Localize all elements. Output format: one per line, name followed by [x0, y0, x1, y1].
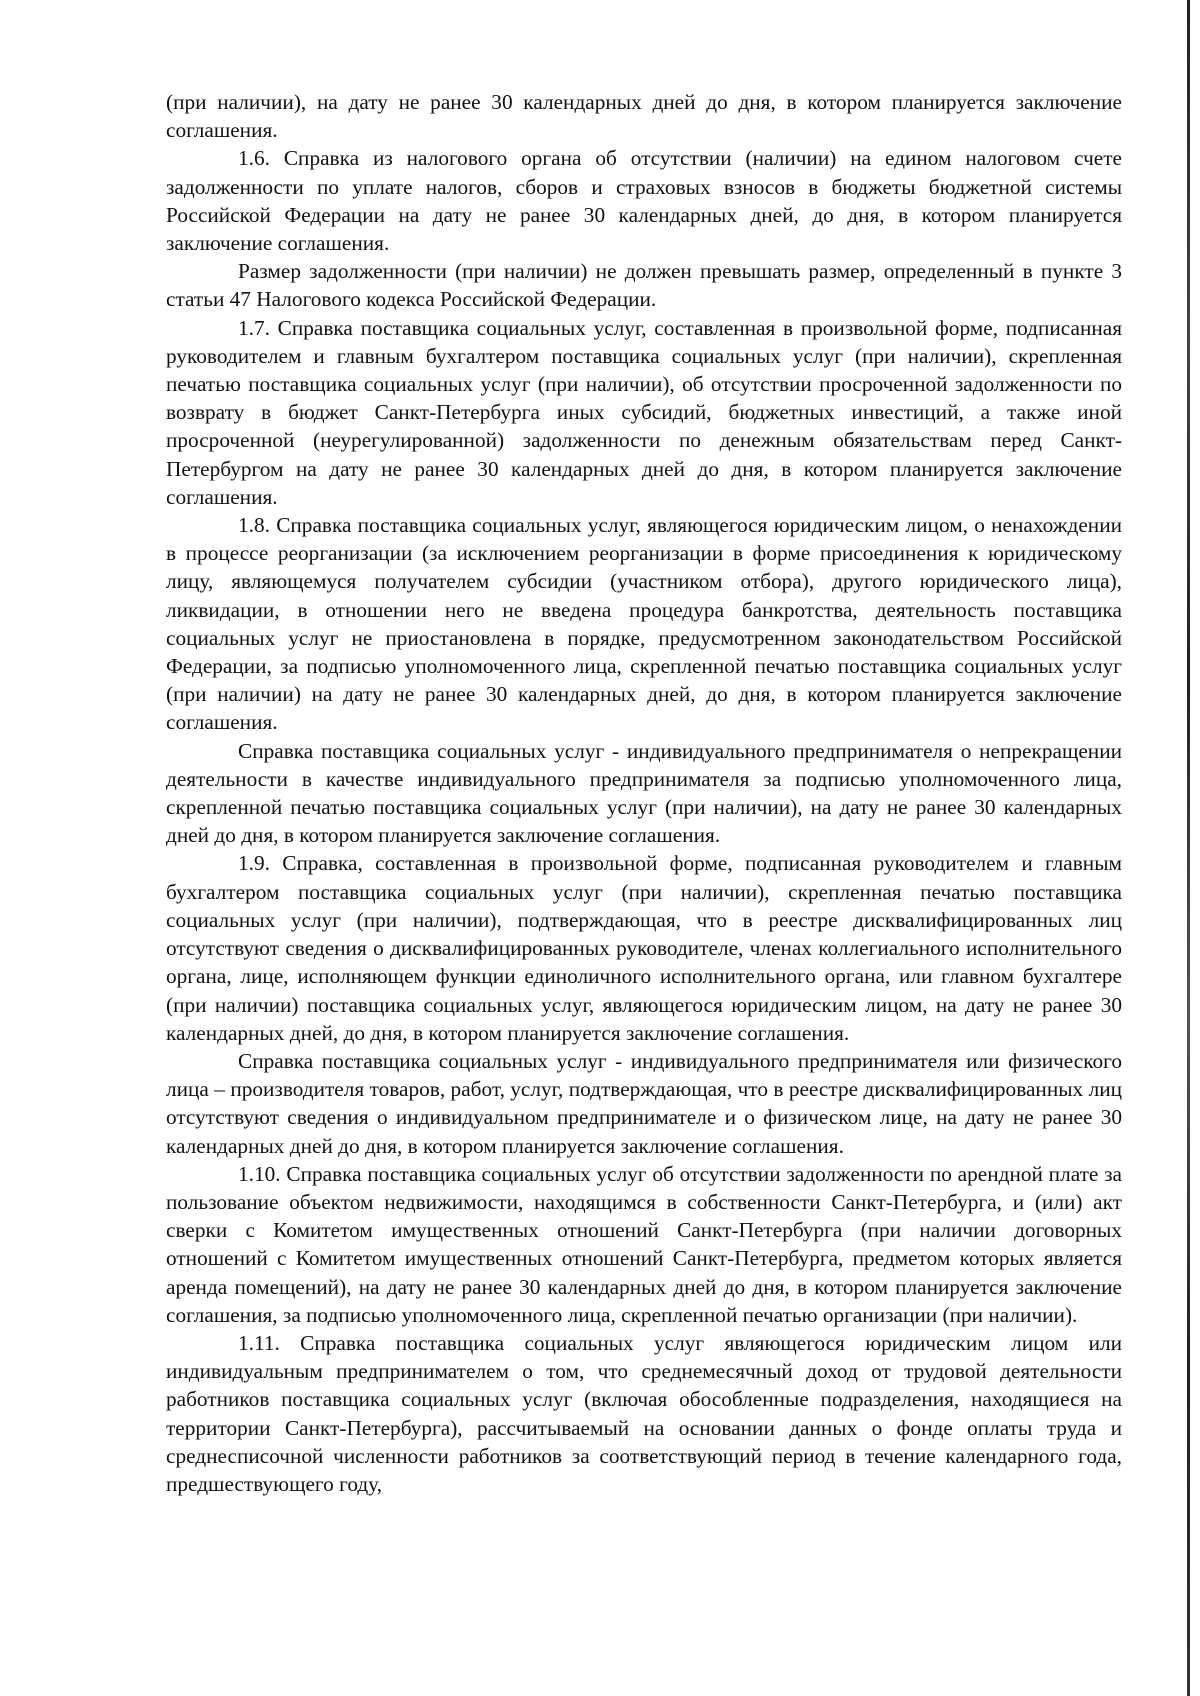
paragraph-1-11: 1.11. Справка поставщика социальных услуг являющегося юридическим лицом или индивидуальным предпринимателем о том, что среднемесячный доход от трудовой деятельности работников поставщика социальных услуг (включая обособленные подразделения, находящиеся на территории Санкт-Петербурга), рассчитываемый на основании данных о фонде оплаты труда и среднесписочной численности работников за соответствующий период в течение календарного года, предшествующего году,	[166, 1330, 1122, 1496]
paragraph-continuation: (при наличии), на дату не ранее 30 календарных дней до дня, в котором планируется заключение соглашения.	[166, 90, 1122, 143]
paragraph-1-6: 1.6. Справка из налогового органа об отсутствии (наличии) на едином налоговом счете задолженности по уплате налогов, сборов и страховых взносов в бюджеты бюджетной системы Российской Федерации на дату не ранее 30 календарных дней, до дня, в котором планируется заключение соглашения.	[166, 146, 1122, 256]
paragraph-1-6-debt-limit: Размер задолженности (при наличии) не должен превышать размер, определенный в пункте 3 статьи 47 Налогового кодекса Российской Федерации.	[166, 259, 1122, 312]
paragraph-1-9: 1.9. Справка, составленная в произвольной форме, подписанная руководителем и главным бухгалтером поставщика социальных услуг (при наличии), скрепленная печатью поставщика социальных услуг (при наличии), подтверждающая, что в реестре дисквалифицированных лиц отсутствуют сведения о дисквалифицированных руководителе, членах коллегиального исполнительного органа, лице, исполняющем функции единоличного исполнительного органа, или главном бухгалтере (при наличии) поставщика социальных услуг, являющегося юридическим лицом, на дату не ранее 30 календарных дней, до дня, в котором планируется заключение соглашения.	[166, 851, 1122, 1045]
paragraph-1-10: 1.10. Справка поставщика социальных услуг об отсутствии задолженности по арендной плате за пользование объектом недвижимости, находящимся в собственности Санкт-Петербурга, и (или) акт сверки с Комитетом имущественных отношений Санкт-Петербурга (при наличии договорных отношений с Комитетом имущественных отношений Санкт-Петербурга, предметом которых является аренда помещений), на дату не ранее 30 календарных дней до дня, в котором планируется заключение соглашения, за подписью уполномоченного лица, скрепленной печатью организации (при наличии).	[166, 1161, 1122, 1327]
document-body	[166, 88, 1122, 1498]
paragraph-1-8: 1.8. Справка поставщика социальных услуг, являющегося юридическим лицом, о ненахождении в процессе реорганизации (за исключением реорганизации в форме присоединения к юридическому лицу, являющемуся получателем субсидии (участником отбора), другого юридического лица), ликвидации, в отношении него не введена процедура банкротства, деятельность поставщика социальных услуг не приостановлена в порядке, предусмотренном законодательством Российской Федерации, за подписью уполномоченного лица, скрепленной печатью поставщика социальных услуг (при наличии) на дату не ранее 30 календарных дней, до дня, в котором планируется заключение соглашения.	[166, 513, 1122, 735]
paragraph-1-8-individual-entrepreneur: Справка поставщика социальных услуг - индивидуального предпринимателя о непрекращении деятельности в качестве индивидуального предпринимателя за подписью уполномоченного лица, скрепленной печатью поставщика социальных услуг (при наличии), на дату не ранее 30 календарных дней до дня, в котором планируется заключение соглашения.	[166, 738, 1122, 848]
paragraph-1-9-individual-entrepreneur: Справка поставщика социальных услуг - индивидуального предпринимателя или физического лица – производителя товаров, работ, услуг, подтверждающая, что в реестре дисквалифицированных лиц отсутствуют сведения о индивидуальном предпринимателе и о физическом лице, на дату не ранее 30 календарных дней до дня, в котором планируется заключение соглашения.	[166, 1048, 1122, 1158]
paragraph-1-7: 1.7. Справка поставщика социальных услуг, составленная в произвольной форме, подписанная руководителем и главным бухгалтером поставщика социальных услуг (при наличии), скрепленная печатью поставщика социальных услуг (при наличии), об отсутствии просроченной задолженности по возврату в бюджет Санкт-Петербурга иных субсидий, бюджетных инвестиций, а также иной просроченной (неурегулированной) задолженности по денежным обязательствам перед Санкт-Петербургом на дату не ранее 30 календарных дней до дня, в котором планируется заключение соглашения.	[166, 315, 1122, 509]
scan-edge-line	[1187, 0, 1190, 1696]
